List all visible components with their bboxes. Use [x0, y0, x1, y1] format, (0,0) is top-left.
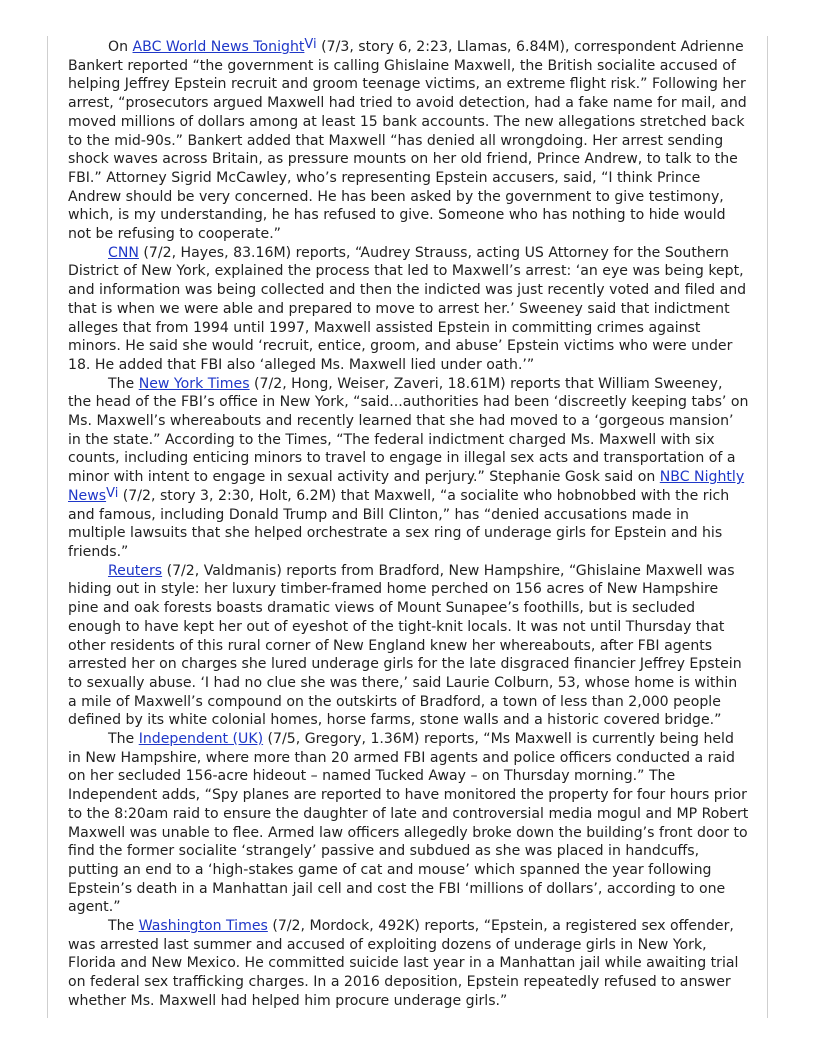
- paragraph-nyt: [68, 375, 749, 562]
- paragraph-abc: [68, 38, 749, 244]
- paragraph-cnn: [68, 244, 749, 375]
- paragraph-lead: The: [108, 918, 139, 935]
- article-body: [68, 38, 749, 1011]
- paragraph-lead: The: [108, 731, 139, 748]
- source-link-independent-uk[interactable]: Independent (UK): [138, 731, 264, 748]
- source-link-cnn[interactable]: CNN: [108, 244, 139, 261]
- paragraph-text: (7/2, Mordock, 492K) reports, “Epstein, a registered sex offender, was arrested last summer and accused of exploiting dozens of underage girls in New York, Florida and New Mexico. He committed suicide last year in a Manhattan jail while awaiting trial on federal sex trafficking charges. In a 2016 deposition, Epstein repeatedly refused to answer whether Ms. Maxwell had helped him procure underage girls.”: [68, 918, 739, 1009]
- video-marker[interactable]: Vi: [106, 485, 119, 501]
- paragraph-lead: On: [108, 39, 133, 55]
- source-link-washington-times[interactable]: Washington Times: [138, 918, 268, 935]
- paragraph-text: (7/2, Hong, Weiser, Zaveri, 18.61M) reports that William Sweeney, the head of the FBI’s office in New York, “said...authorities had been ‘discreetly keeping tabs’ on Ms. Maxwell’s whereabouts and recently learned that she had moved to a ‘gorgeous mansion’ in the state.” According to the Times, “The federal indictment charged Ms. Maxwell with six counts, including enticing minors to travel to engage in illegal sex acts and transportation of a minor with intent to engage in sexual activity and perjury.” Stephanie Gosk said on: [68, 375, 749, 486]
- source-link-reuters[interactable]: Reuters: [108, 562, 163, 579]
- source-link-new-york-times[interactable]: New York Times: [138, 375, 250, 392]
- paragraph-text-continued: (7/2, story 3, 2:30, Holt, 6.2M) that Maxwell, “a socialite who hobnobbed with the rich and famous, including Donald Trump and Bill Clinton,” has “denied accusations made in multiple lawsuits that she helped orchestrate a sex ring of underage girls for Epstein and his friends.”: [68, 487, 730, 560]
- paragraph-text: (7/2, Valdmanis) reports from Bradford, New Hampshire, “Ghislaine Maxwell was hiding out in style: her luxury timber-framed home perched on 156 acres of New Hampshire pine and oak forests boasts dramatic views of Mount Sunapee’s foothills, but is secluded enough to have kept her out of eyeshot of the tight-knit locals. It was not until Thursday that other residents of this rural corner of New England knew her whereabouts, after FBI agents arrested her on charges she lured underage girls for the late disgraced financier Jeffrey Epstein to sexually abuse. ‘I had no clue she was there,’ said Laurie Colburn, 53, whose home is within a mile of Maxwell’s compound on the outskirts of Bradford, a town of less than 2,000 people defined by its white colonial homes, horse farms, stone walls and a historic covered bridge.”: [68, 562, 742, 729]
- paragraph-text: (7/5, Gregory, 1.36M) reports, “Ms Maxwell is currently being held in New Hampshire, where more than 20 armed FBI agents and police officers conducted a raid on her secluded 156-acre hideout – named Tucked Away – on Thursday morning.” The Independent adds, “Spy planes are reported to have monitored the property for four hours prior to the 8:20am raid to ensure the daughter of late and controversial media mogul and MP Robert Maxwell was unable to flee. Armed law officers allegedly broke down the building’s front door to find the former socialite ‘strangely’ passive and subdued as she was placed in handcuffs, putting an end to a ‘high-stakes game of cat and mouse’ which spanned the year following Epstein’s death in a Manhattan jail cell and cost the FBI ‘millions of dollars’, according to one agent.”: [68, 731, 749, 916]
- video-marker[interactable]: Vi: [304, 37, 317, 52]
- paragraph-independent: [68, 730, 749, 917]
- paragraph-text: (7/3, story 6, 2:23, Llamas, 6.84M), correspondent Adrienne Bankert reported “the government is calling Ghislaine Maxwell, the British socialite accused of helping Jeffrey Epstein recruit and groom teenage victims, an extreme flight risk.” Following her arrest, “prosecutors argued Maxwell had tried to avoid detection, had a fake name for mail, and moved millions of dollars among at least 15 bank accounts. The new allegations stretched back to the mid-90s.” Bankert added that Maxwell “has denied all wrongdoing. Her arrest sending shock waves across Britain, as pressure mounts on her old friend, Prince Andrew, to talk to the FBI.” Attorney Sigrid McCawley, who’s representing Epstein accusers, said, “I think Prince Andrew should be very concerned. He has been asked by the government to give testimony, which, is my understanding, he has refused to give. Someone who has nothing to hide would not be refusing to cooperate.”: [68, 39, 747, 243]
- paragraph-reuters: [68, 562, 749, 730]
- paragraph-lead: The: [108, 375, 139, 392]
- paragraph-text: (7/2, Hayes, 83.16M) reports, “Audrey Strauss, acting US Attorney for the Southern District of New York, explained the process that led to Maxwell’s arrest: ‘an eye was being kept, and information was being collected and then the indicted was just recently voted and filed and that is when we were able and prepared to move to arrest her.’ Sweeney said that indictment alleges that from 1994 until 1997, Maxwell assisted Epstein in committing crimes against minors. He said she would ‘recruit, entice, groom, and abuse’ Epstein victims who were under 18. He added that FBI also ‘alleged Ms. Maxwell lied under oath.’”: [68, 244, 747, 373]
- source-link-nbc-nightly-news[interactable]: NBC Nightly News: [68, 469, 745, 504]
- paragraph-washington-times: [68, 917, 749, 1011]
- source-link-abc-world-news-tonight[interactable]: ABC World News Tonight: [132, 39, 305, 55]
